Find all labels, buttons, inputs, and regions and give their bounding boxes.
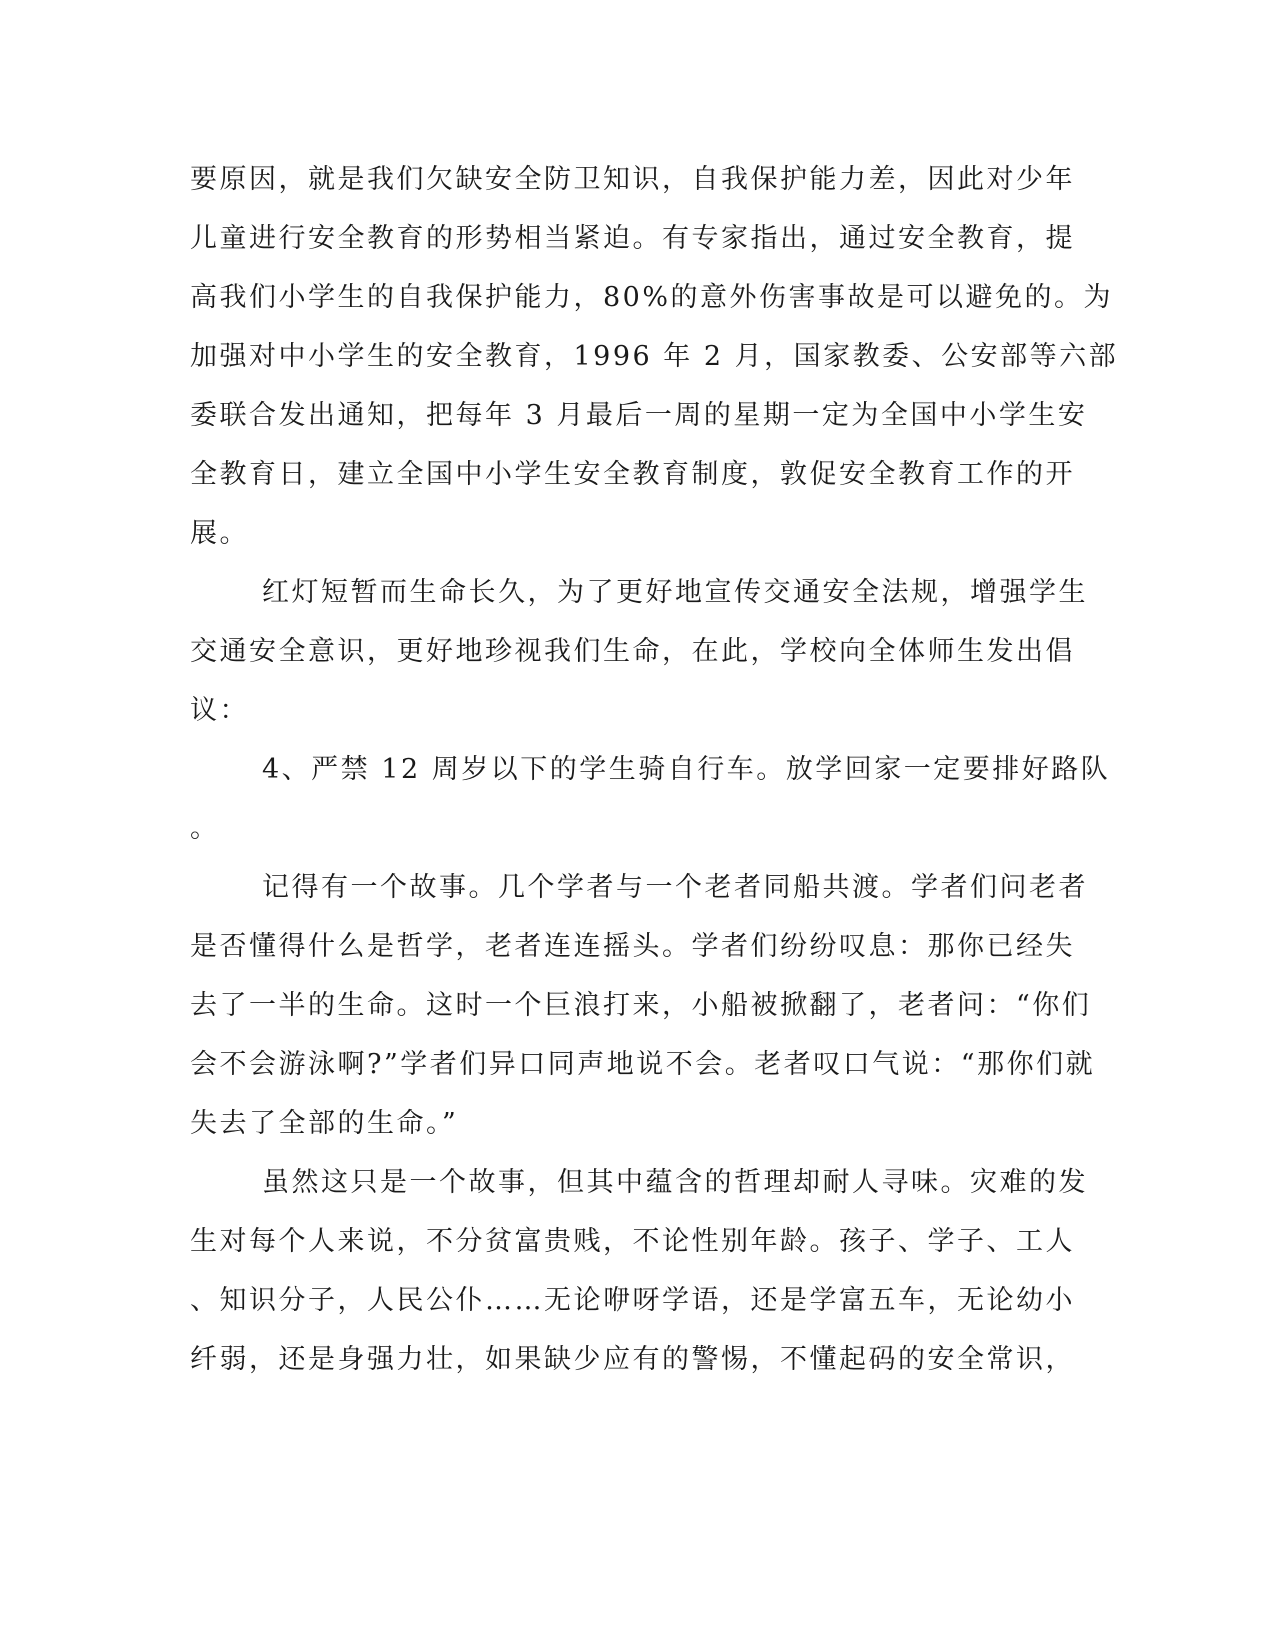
text-line: 加强对中小学生的安全教育，1996 年 2 月，国家教委、公安部等六部 [190,341,1119,372]
paragraph-start-line: 红灯短暂而生命长久，为了更好地宣传交通安全法规，增强学生 [262,577,1088,608]
text-line: 是否懂得什么是哲学，老者连连摇头。学者们纷纷叹息：那你已经失 [190,931,1075,962]
text-line: 要原因，就是我们欠缺安全防卫知识，自我保护能力差，因此对少年 [190,164,1075,195]
text-line: 生对每个人来说，不分贫富贵贱，不论性别年龄。孩子、学子、工人 [190,1226,1075,1257]
text-line: 委联合发出通知，把每年 3 月最后一周的星期一定为全国中小学生安 [190,400,1088,431]
text-line: 、知识分子，人民公仆……无论咿呀学语，还是学富五车，无论幼小 [190,1285,1075,1316]
paragraph-start-line: 4、严禁 12 周岁以下的学生骑自行车。放学回家一定要排好路队 [262,754,1111,785]
paragraph-start-line: 虽然这只是一个故事，但其中蕴含的哲理却耐人寻味。灾难的发 [262,1167,1088,1198]
text-line: 高我们小学生的自我保护能力，80%的意外伤害事故是可以避免的。为 [190,282,1114,313]
text-line: 展。 [190,518,249,549]
text-line: 失去了全部的生命。” [190,1108,459,1139]
text-line: 去了一半的生命。这时一个巨浪打来，小船被掀翻了，老者问：“你们 [190,990,1092,1021]
text-line: 交通安全意识，更好地珍视我们生命，在此，学校向全体师生发出倡 [190,636,1075,667]
text-line: 纤弱，还是身强力壮，如果缺少应有的警惕，不懂起码的安全常识， [190,1344,1075,1375]
text-line: 议： [190,695,249,726]
paragraph-start-line: 记得有一个故事。几个学者与一个老者同船共渡。学者们问老者 [262,872,1088,903]
text-line: 全教育日，建立全国中小学生安全教育制度，敦促安全教育工作的开 [190,459,1075,490]
text-line: 儿童进行安全教育的形势相当紧迫。有专家指出，通过安全教育，提 [190,223,1075,254]
text-line: 会不会游泳啊?”学者们异口同声地说不会。老者叹口气说：“那你们就 [190,1049,1096,1080]
text-line: 。 [190,813,220,844]
